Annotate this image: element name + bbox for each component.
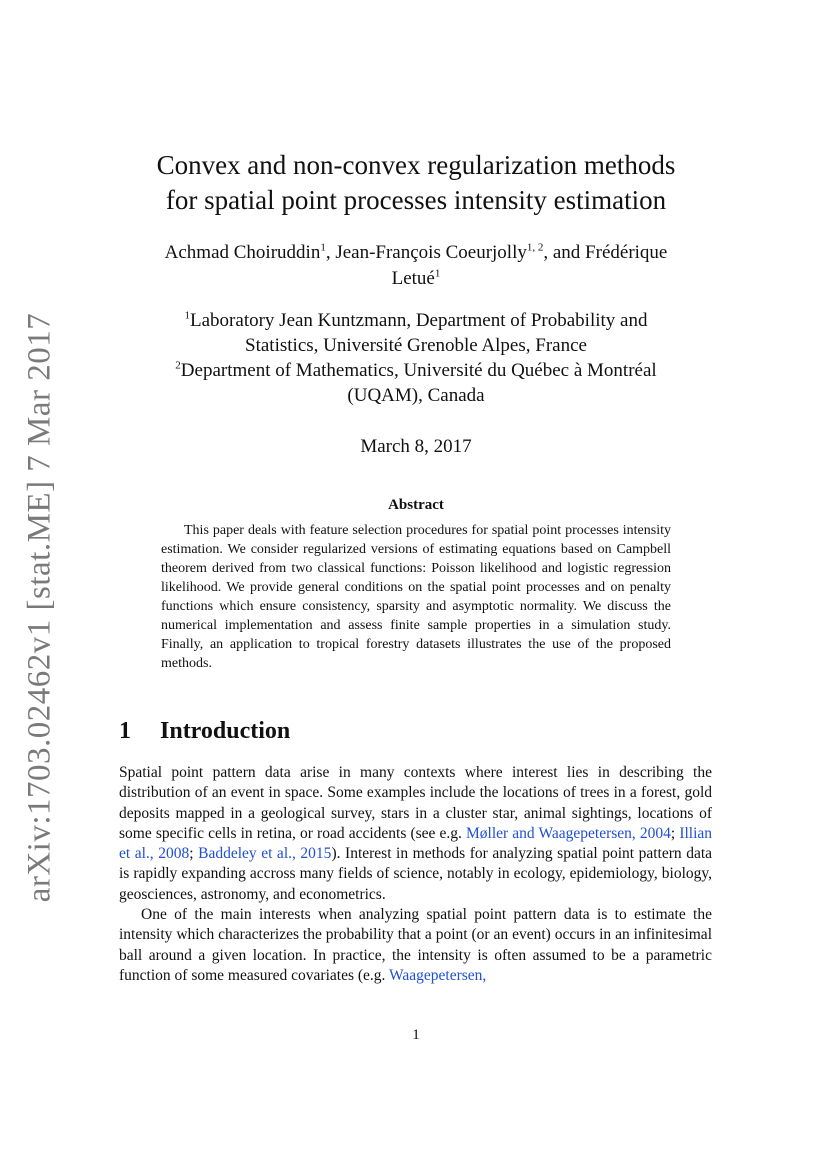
author-3-cont: Letué — [391, 268, 435, 289]
affiliation-1-marker: 1 — [184, 309, 191, 322]
section-heading — [119, 718, 290, 745]
section-number: 1 — [119, 718, 131, 744]
citation-separator: ; — [670, 824, 680, 842]
title-line-1: Convex and non-convex regularization methods — [156, 150, 676, 180]
title-line-2: for spatial point processes intensity estimation — [165, 185, 667, 215]
citation-link[interactable]: Baddeley et al., 2015 — [198, 845, 332, 863]
paragraph-1-text-a: Spatial point pattern data arise in many contexts where interest lies in describing the distribution of an event in space. Some examples include the locations of trees in a forest, gold deposits mapped in a geological survey, stars in a cluster star, animal sightings, locations of some specific cells in retina, or road accidents (see e.g. — [119, 764, 712, 842]
citation-link[interactable]: Møller and Waagepetersen, 2004 — [466, 824, 671, 842]
paragraph-1-text-b: ). Interest in methods for analyzing spatial point pattern data is rapidly expanding accross many fields of science, notably in ecology, epidemiology, biology, geosciences, astronomy, and econometrics. — [119, 845, 713, 903]
arxiv-id: arXiv:1703.02462v1 [stat.ME] 7 Mar 2017 — [21, 312, 58, 903]
affiliation-2-marker: 2 — [175, 359, 181, 372]
paragraph-2-text: One of the main interests when analyzing spatial point pattern data is to estimate the intensity which characterizes the probability that a point (or an event) occurs in an infinitesimal ball around a given location. In practice, the intensity is often assumed to be a parametric function of some measured covariates (e.g. — [119, 906, 712, 984]
page-number: 1 — [412, 1027, 420, 1043]
affiliation-1-line-1: Laboratory Jean Kuntzmann, Department of Probability and — [190, 310, 648, 331]
author-1-affil: 1 — [320, 241, 326, 254]
affiliations — [110, 308, 722, 408]
affiliation-2-line-2: (UQAM), Canada — [347, 385, 485, 406]
author-2-affil: 1, 2 — [526, 241, 544, 254]
introduction-body — [119, 763, 712, 986]
author-list — [110, 240, 722, 292]
author-3-affil: 1 — [434, 267, 441, 280]
author-2: , Jean-François Coeurjolly — [325, 242, 527, 263]
section-title: Introduction — [160, 718, 291, 744]
citation-separator: ; — [189, 845, 199, 863]
affiliation-1-line-2: Statistics, Université Grenoble Alpes, France — [245, 335, 587, 356]
arxiv-stamp — [14, 312, 66, 903]
paragraph-1 — [119, 763, 712, 905]
abstract-text: This paper deals with feature selection procedures for spatial point processes intensity estimation. We consider regularized versions of estimating equations based on Campbell theorem derived from two classical functions: Poisson likelihood and logistic regression likelihood. We provide general conditions on the spatial point processes and on penalty functions which ensure consistency, sparsity and asymptotic normality. We discuss the numerical implementation and assess finite sample properties in a simulation study. Finally, an application to tropical forestry datasets illustrates the use of the proposed methods. — [161, 523, 671, 671]
abstract-heading: Abstract — [388, 497, 444, 513]
paper-title — [110, 148, 722, 218]
affiliation-2-line-1: Department of Mathematics, Université du Québec à Montréal — [180, 360, 657, 381]
paragraph-2 — [119, 905, 712, 986]
paper-date: March 8, 2017 — [360, 436, 472, 457]
citation-link[interactable]: Illian et al., 2008 — [119, 824, 713, 863]
author-1: Achmad Choiruddin — [164, 242, 321, 263]
author-3: , and Frédérique — [543, 242, 668, 263]
citation-link[interactable]: Waagepetersen, — [389, 966, 487, 984]
